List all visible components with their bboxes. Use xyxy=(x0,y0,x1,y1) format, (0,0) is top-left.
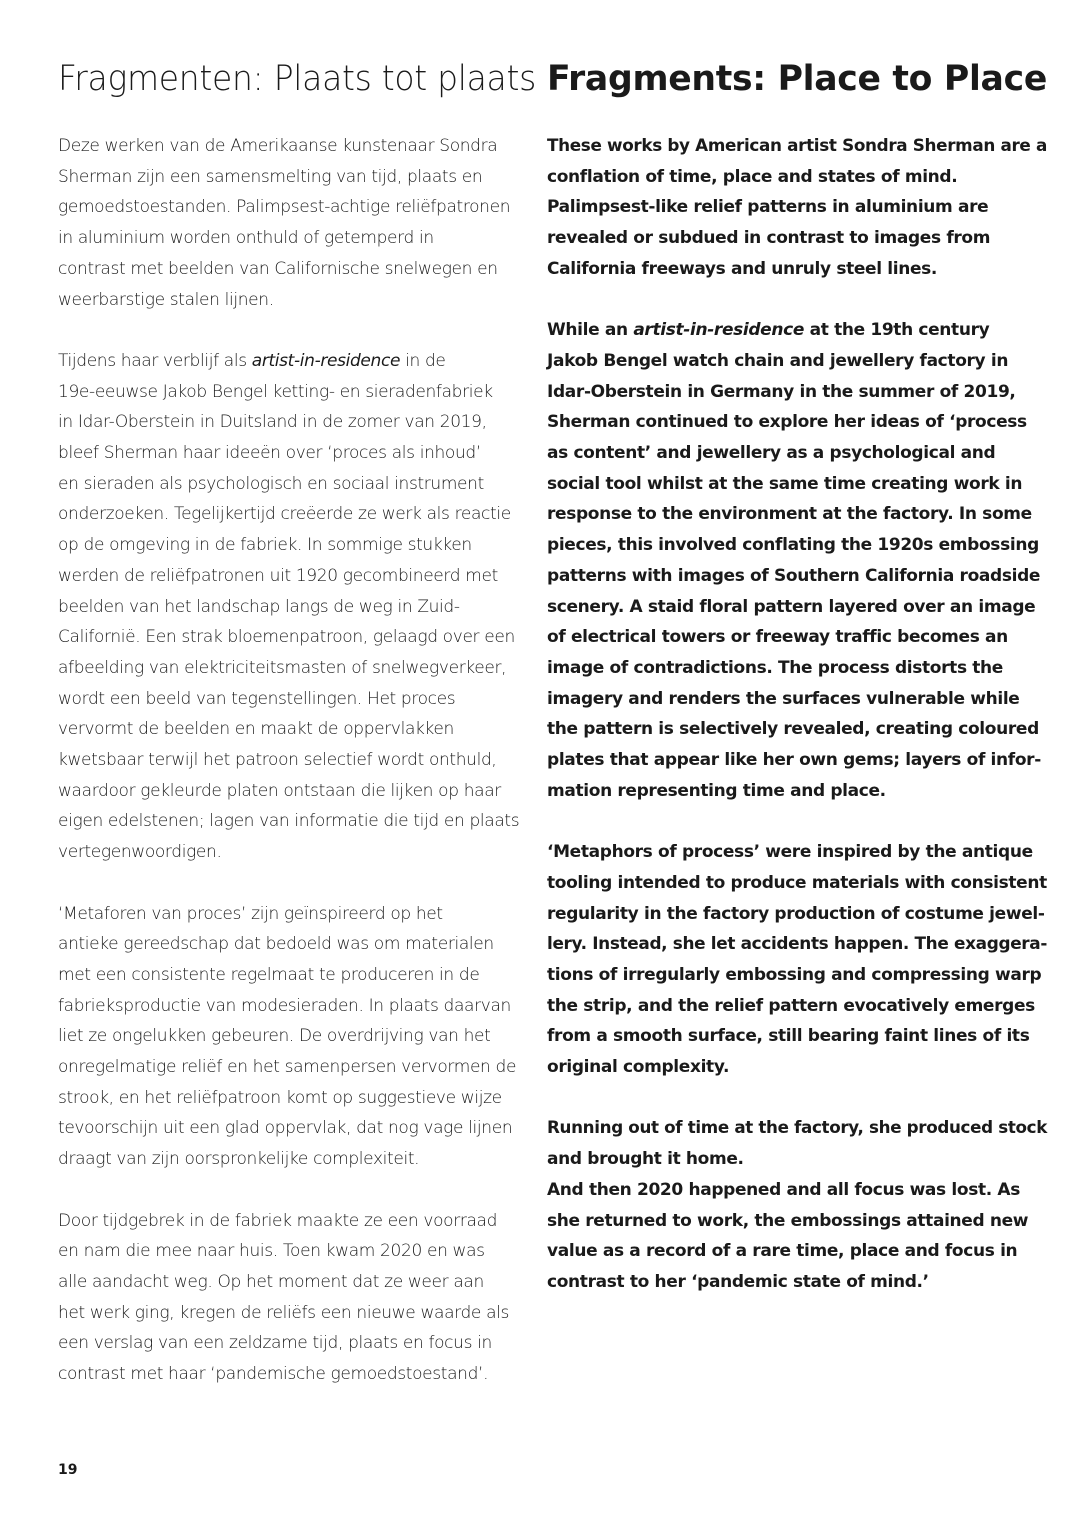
dutch-body xyxy=(58,131,519,1420)
text-line: conflation of time, place and states of mind. xyxy=(547,166,958,187)
text-line: contrast to her ‘pandemic state of mind.’ xyxy=(547,1271,929,1292)
text-line: plates that appear like her own gems; layers of infor- xyxy=(547,750,1041,771)
text-line: waardoor gekleurde platen ontstaan die lijken op haar xyxy=(58,780,501,801)
text-line: tooling intended to produce materials with consistent xyxy=(547,872,1047,893)
text-line: from a smooth surface, still bearing faint lines of its xyxy=(547,1026,1030,1047)
text-line: gemoedstoestanden. Palimpsest-achtige reliëfpatronen xyxy=(58,197,511,218)
text-line: social tool whilst at the same time creating work in xyxy=(547,473,1023,494)
dutch-paragraph-3 xyxy=(58,899,519,1175)
english-paragraph-5 xyxy=(547,1175,1055,1298)
text-line: she returned to work, the embossings attained new xyxy=(547,1210,1029,1231)
text-line: in aluminium worden onthuld of getemperd in xyxy=(58,228,434,249)
text-line: tevoorschijn uit een glad oppervlak, dat nog vage lijnen xyxy=(58,1118,513,1139)
text-line: image of contradictions. The process distorts the xyxy=(547,657,1003,678)
text-line: response to the environment at the factory. In some xyxy=(547,504,1032,525)
text-line: imagery and renders the surfaces vulnerable while xyxy=(547,688,1020,709)
text-line: alle aandacht weg. Op het moment dat ze weer aan xyxy=(58,1271,484,1292)
text-line: en nam die mee naar huis. Toen kwam 2020 en was xyxy=(58,1241,485,1262)
text-line: ‘Metaphors of process’ were inspired by the antique xyxy=(547,842,1033,863)
text-line: These works by American artist Sondra Sherman are a xyxy=(547,136,1047,156)
text-line: draagt van zijn oorspronkelijke complexiteit. xyxy=(58,1149,420,1170)
text-line: the pattern is selectively revealed, creating coloured xyxy=(547,719,1039,740)
text-line: mation representing time and place. xyxy=(547,780,886,801)
text-line: the strip, and the relief pattern evocatively emerges xyxy=(547,995,1035,1016)
text-line: eigen edelstenen; lagen van informatie die tijd en plaats xyxy=(58,811,520,832)
text-line: and brought it home. xyxy=(547,1149,744,1170)
text-line: onregelmatige reliëf en het samenpersen vervormen de xyxy=(58,1057,517,1078)
text-line: een verslag van een zeldzame tijd, plaats en focus in xyxy=(58,1333,492,1354)
text-line: fabrieksproductie van modesieraden. In plaats daarvan xyxy=(58,995,511,1016)
text-line: revealed or subdued in contrast to images from xyxy=(547,228,991,249)
dutch-paragraph-1 xyxy=(58,131,519,315)
text-line: Palimpsest-like relief patterns in aluminium are xyxy=(547,197,989,218)
text-line: antieke gereedschap dat bedoeld was om materialen xyxy=(58,934,494,955)
english-body xyxy=(547,131,1055,1328)
text-line: Tijdens haar verblijf als artist-in-residence in de xyxy=(58,350,446,371)
text-line: as content’ and jewellery as a psychological and xyxy=(547,443,996,464)
text-line: strook, en het reliëfpatroon komt op suggestieve wijze xyxy=(58,1087,502,1108)
text-line: werden de reliëfpatronen uit 1920 gecombineerd met xyxy=(58,565,498,586)
dutch-paragraph-2 xyxy=(58,346,519,868)
text-line: Deze werken van de Amerikaanse kunstenaar Sondra xyxy=(58,136,498,156)
dutch-title: Fragmenten: Plaats tot plaats xyxy=(58,59,536,99)
text-line: Californië. Een strak bloemenpatroon, gelaagd over een xyxy=(58,627,515,648)
text-line: en sieraden als psychologisch en sociaal instrument xyxy=(58,473,484,494)
page-number: 19 xyxy=(58,1462,78,1478)
text-line: Door tijdgebrek in de fabriek maakte ze een voorraad xyxy=(58,1210,498,1231)
text-line: lery. Instead, she let accidents happen. The exaggera- xyxy=(547,934,1047,955)
text-line: afbeelding van elektriciteitsmasten of snelwegverkeer, xyxy=(58,657,507,678)
dutch-paragraph-4 xyxy=(58,1206,519,1390)
text-line: Running out of time at the factory, she produced stock xyxy=(547,1118,1048,1139)
text-line: weerbarstige stalen lijnen. xyxy=(58,289,274,310)
text-line: kwetsbaar terwijl het patroon selectief wordt onthuld, xyxy=(58,750,497,771)
text-line: onderzoeken. Tegelijkertijd creëerde ze werk als reactie xyxy=(58,504,511,525)
text-line: original complexity. xyxy=(547,1057,730,1078)
text-line: regularity in the factory production of costume jewel- xyxy=(547,903,1045,924)
text-line: California freeways and unruly steel lines. xyxy=(547,258,938,279)
text-line: Idar-Oberstein in Germany in the summer of 2019, xyxy=(547,381,1016,402)
english-paragraph-2 xyxy=(547,315,1055,806)
text-line: contrast met beelden van Californische snelwegen en xyxy=(58,258,498,279)
text-line: met een consistente regelmaat te produceren in de xyxy=(58,964,480,985)
text-line: 19e-eeuwse Jakob Bengel ketting- en sieradenfabriek xyxy=(58,381,493,402)
text-line: patterns with images of Southern California roadside xyxy=(547,565,1041,586)
text-line: Sherman continued to explore her ideas of ‘process xyxy=(547,412,1027,433)
english-paragraph-1 xyxy=(547,131,1055,285)
text-line: tions of irregularly embossing and compressing warp xyxy=(547,964,1042,985)
english-title: Fragments: Place to Place xyxy=(547,59,1048,99)
text-line: in Idar-Oberstein in Duitsland in de zomer van 2019, xyxy=(58,412,487,433)
english-paragraph-3 xyxy=(547,837,1055,1083)
text-line: wordt een beeld van tegenstellingen. Het proces xyxy=(58,688,456,709)
text-line: het werk ging, kregen de reliëfs een nieuwe waarde als xyxy=(58,1302,510,1323)
text-line: While an artist-in-residence at the 19th century xyxy=(547,320,990,341)
text-line: op de omgeving in de fabriek. In sommige stukken xyxy=(58,535,472,556)
text-line: contrast met haar ‘pandemische gemoedstoestand’. xyxy=(58,1364,489,1385)
text-line: beelden van het landschap langs de weg in Zuid- xyxy=(58,596,460,617)
text-line: vervormt de beelden en maakt de oppervlakken xyxy=(58,719,454,740)
text-line: And then 2020 happened and all focus was lost. As xyxy=(547,1179,1020,1200)
text-line: scenery. A staid floral pattern layered over an image xyxy=(547,596,1036,617)
emphasis: artist-in-residence xyxy=(633,320,805,341)
text-line: Jakob Bengel watch chain and jewellery factory in xyxy=(547,350,1009,371)
text-line: pieces, this involved conflating the 1920s embossing xyxy=(547,535,1039,556)
text-line: value as a record of a rare time, place and focus in xyxy=(547,1241,1018,1262)
text-line: liet ze ongelukken gebeuren. De overdrijving van het xyxy=(58,1026,491,1047)
text-line: bleef Sherman haar ideeën over ‘proces als inhoud’ xyxy=(58,443,481,464)
text-line: vertegenwoordigen. xyxy=(58,842,222,863)
text-line: ‘Metaforen van proces’ zijn geïnspireerd op het xyxy=(58,903,443,924)
emphasis: artist-in-residence xyxy=(251,350,401,371)
text-line: of electrical towers or freeway traffic becomes an xyxy=(547,627,1008,648)
text-line: Sherman zijn een samensmelting van tijd, plaats en xyxy=(58,166,483,187)
english-paragraph-4 xyxy=(547,1113,1055,1174)
